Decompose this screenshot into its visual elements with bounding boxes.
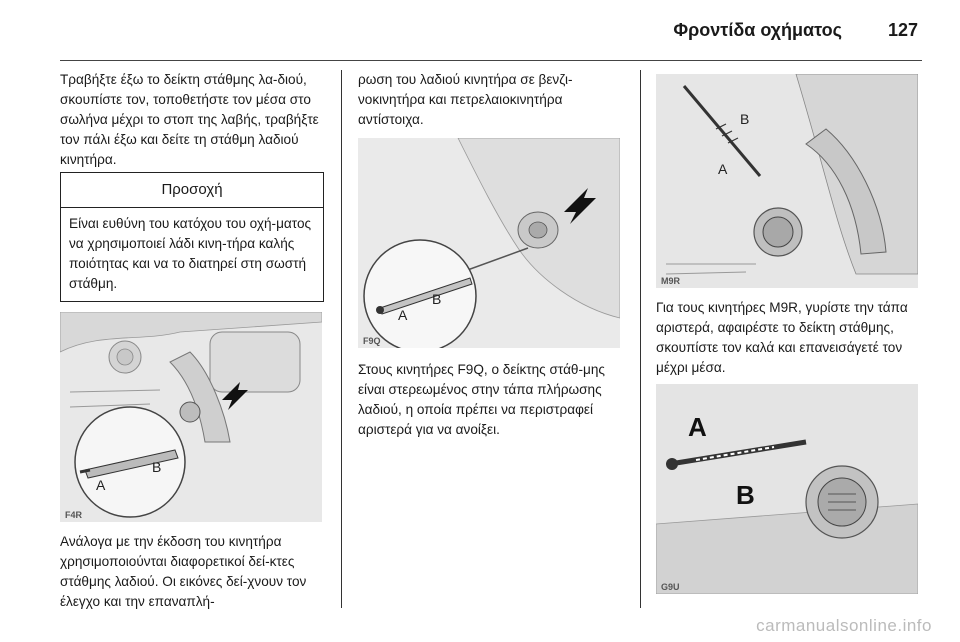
figure-f4r-label-a: A xyxy=(96,477,106,493)
col1-paragraph-2: Ανάλογα με την έκδοση του κινητήρα χρησιμοποιούνται διαφορετικοί δεί-κτες στάθμης λαδιού. Οι εικόνες δεί-χνουν τον έλεγχο και την επαναπλή- xyxy=(60,534,307,609)
col2-paragraph-1: ρωση του λαδιού κινητήρα σε βενζι-νοκινητήρα και πετρελαιοκινητήρα αντίστοιχα. xyxy=(358,72,573,127)
figure-f4r-label-b: B xyxy=(152,459,162,475)
figure-m9r-code: M9R xyxy=(661,276,681,286)
column-1-intro xyxy=(60,70,326,170)
figure-f9q-label-b: B xyxy=(432,291,442,307)
col3-paragraph-1: Για τους κινητήρες M9R, γυρίστε την τάπα αριστερά, αφαιρέστε το δείκτη στάθμης, σκουπίστε τον καλά και επανεισάγετέ τον μέχρι μέσα. xyxy=(656,300,908,375)
figure-f4r xyxy=(60,312,322,522)
figure-f9q-illustration xyxy=(358,138,620,348)
column-divider-1 xyxy=(341,70,342,608)
figure-m9r-illustration xyxy=(656,74,918,288)
notice-text: Είναι ευθύνη του κατόχου του οχή-ματος να χρησιμοποιεί λάδι κινη-τήρα καλής ποιότητας και να το διατηρεί στη σωστή στάθμη. xyxy=(69,216,312,291)
notice-box xyxy=(60,172,324,302)
page-title: Φροντίδα οχήματος xyxy=(673,20,842,40)
figure-f9q xyxy=(358,138,620,348)
col1-paragraph-1: Τραβήξτε έξω το δείκτη στάθμης λα-διού, σκουπίστε τον, τοποθετήστε τον μέσα στο σωλήνα μέχρι το στοπ της λαβής, τραβήξτε τον πάλι έξω και δείτε τη στάθμη λαδιού κινητήρα. xyxy=(60,72,319,167)
figure-g9u xyxy=(656,384,918,594)
page-header xyxy=(0,0,960,60)
column-divider-2 xyxy=(640,70,641,608)
figure-f4r-illustration xyxy=(60,312,322,522)
figure-m9r-label-a: A xyxy=(718,161,728,177)
figure-g9u-label-a: A xyxy=(688,412,707,442)
column-3-text xyxy=(656,298,922,378)
site-watermark: carmanualsonline.info xyxy=(756,616,932,635)
figure-m9r xyxy=(656,74,918,288)
column-2-continued xyxy=(358,360,624,440)
column-1-continued xyxy=(60,532,326,612)
column-2-intro xyxy=(358,70,624,130)
figure-f4r-code: F4R xyxy=(65,510,83,520)
col2-paragraph-2: Στους κινητήρες F9Q, ο δείκτης στάθ-μης είναι στερεωμένος στην τάπα πλήρωσης λαδιού, η οποία πρέπει να περιστραφεί αριστερά για να ανοίξει. xyxy=(358,362,605,437)
page-number: 127 xyxy=(887,20,918,40)
figure-m9r-label-b: B xyxy=(740,111,750,127)
figure-g9u-illustration xyxy=(656,384,918,594)
figure-f9q-label-a: A xyxy=(398,307,408,323)
figure-g9u-code: G9U xyxy=(661,582,680,592)
figure-g9u-label-b: B xyxy=(736,480,755,510)
header-rule xyxy=(60,60,922,61)
notice-title: Προσοχή xyxy=(61,173,323,208)
figure-f9q-code: F9Q xyxy=(363,336,381,346)
